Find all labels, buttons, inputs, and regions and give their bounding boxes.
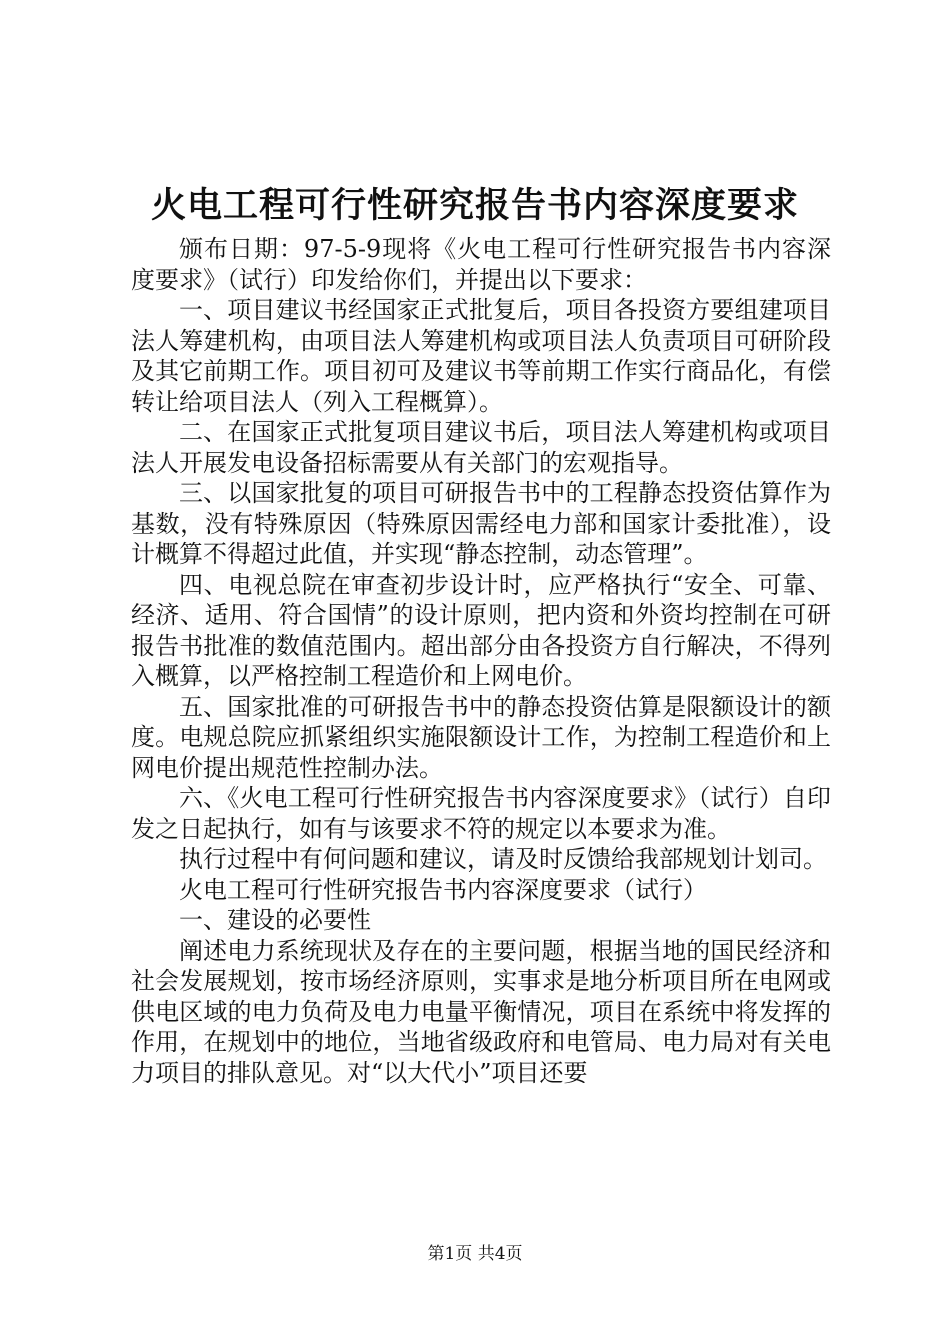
paragraph-item-3: 三、以国家批复的项目可研报告书中的工程静态投资估算作为基数，没有特殊原因（特殊原因需经电力部和国家计委批准），设计概算不得超过此值，并实现“静态控制，动态管理”。 (131, 479, 831, 568)
paragraph-feedback: 执行过程中有何问题和建议，请及时反馈给我部规划计划司。 (179, 845, 827, 873)
paragraph-item-6: 六、《火电工程可行性研究报告书内容深度要求》（试行）自印发之日起执行，如有与该要求不符的规定以本要求为准。 (131, 784, 831, 843)
paragraph-necessity: 阐述电力系统现状及存在的主要问题，根据当地的国民经济和社会发展规划，按市场经济原则，实事求是地分析项目所在电网或供电区域的电力负荷及电力电量平衡情况，项目在系统中将发挥的作用，在规划中的地位，当地省级政府和电管局、电力局对有关电力项目的排队意见。对“以大代小”项目还要 (131, 936, 831, 1087)
paragraph-item-4: 四、电视总院在审查初步设计时，应严格执行“安全、可靠、经济、适用、符合国情”的设计原则，把内资和外资均控制在可研报告书批准的数值范围内。超出部分由各投资方自行解决，不得列入概算，以严格控制工程造价和上网电价。 (131, 570, 831, 690)
paragraph-item-2: 二、在国家正式批复项目建议书后，项目法人筹建机构或项目法人开展发电设备招标需要从有关部门的宏观指导。 (131, 418, 831, 477)
page-indicator: 第1页 共4页 (427, 1244, 523, 1264)
paragraph-intro: 颁布日期：97-5-9现将《火电工程可行性研究报告书内容深度要求》（试行）印发给你们，并提出以下要求： (131, 235, 831, 294)
document-title: 火电工程可行性研究报告书内容深度要求 (150, 185, 799, 226)
paragraph-item-1: 一、项目建议书经国家正式批复后，项目各投资方要组建项目法人筹建机构，由项目法人筹建机构或项目法人负责项目可研阶段及其它前期工作。项目初可及建议书等前期工作实行商品化，有偿转让给项目法人（列入工程概算）。 (131, 296, 831, 416)
section-heading: 火电工程可行性研究报告书内容深度要求（试行） (179, 875, 707, 904)
subsection-heading: 一、建设的必要性 (179, 906, 371, 934)
paragraph-item-5: 五、国家批准的可研报告书中的静态投资估算是限额设计的额度。电规总院应抓紧组织实施限额设计工作，为控制工程造价和上网电价提出规范性控制办法。 (131, 692, 831, 782)
document-body (131, 234, 831, 1088)
